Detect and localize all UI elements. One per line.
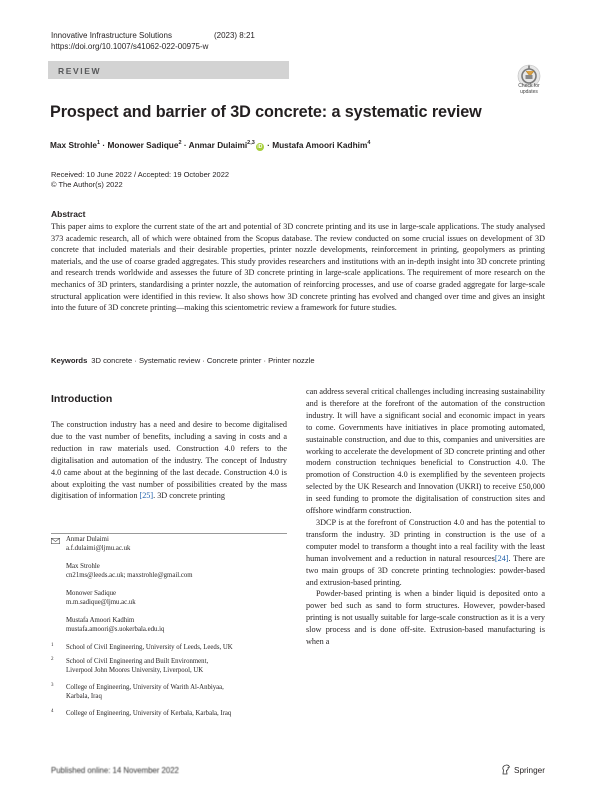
affiliation-line: College of Engineering, University of Warith Al-Anbiyaa, [66, 684, 224, 691]
contact-entry [66, 536, 130, 553]
contact-name: Mustafa Amoori Kadhim [66, 617, 135, 624]
affiliation [66, 644, 233, 653]
citation-link[interactable]: [25] [139, 491, 154, 501]
check-for-updates-line1: Check for [518, 83, 540, 89]
affiliation-number: 2 [51, 657, 54, 662]
intro-paragraph-text: 3DCP is at the forefront of Construction 4.0 and has the potential to transform the industry. 3D printing in construction is the use of a computer model to transform a thought into a real facility with the least human involvement and a reduction in natural resources [306, 517, 545, 563]
author-name[interactable]: Monower Sadique [107, 140, 179, 150]
author-name[interactable]: Max Strohle [50, 140, 98, 150]
citation-link[interactable]: [24] [494, 553, 509, 563]
intro-paragraph: Powder-based printing is when a binder liquid is deposited onto a power bed such as sand to form structures. However, powder-based printing is not usually suitable for large-scale construction as it is a very slow process and is done off-site. Extrusion-based manufacturing is when a [306, 589, 545, 647]
journal-volume: (2023) 8:21 [213, 31, 255, 40]
author-affiliation-number: 1 [97, 140, 101, 147]
contact-name: Monower Sadique [66, 590, 117, 597]
author-list [50, 140, 370, 151]
contact-entry [66, 617, 164, 634]
contact-name: Anmar Dulaimi [66, 536, 109, 543]
intro-paragraph [306, 517, 545, 588]
journal-citation [51, 31, 255, 40]
author-separator: · [181, 140, 189, 150]
contact-email[interactable]: a.f.dulaimi@ljmu.ac.uk [66, 544, 131, 552]
intro-paragraph-text: . There are two main groups of 3D concrete printing technologies: powder-based and extrusion-based printing. [306, 553, 546, 587]
author-separator: · [264, 140, 273, 150]
author-name[interactable]: Mustafa Amoori Kadhim [272, 140, 368, 150]
author-separator: · [100, 140, 108, 150]
springer-horse-icon [501, 764, 511, 775]
affiliation [66, 658, 208, 675]
abstract-body: This paper aims to explore the current state of the art and potential of 3D concrete printing and its use in large-scale applications. The study analysed 373 academic research, all of which were obtained from the Scopus database. The review conducted on some crucial issues on development of 3D concrete that included materials and their desirable properties, printer nozzle developments, reinforcement in printing, geopolymers as printing materials, and the use of coarse graded aggregates. This study provides researchers and institutions with an in-depth insight into 3D concrete printing and research trends worldwide and assesses the future of 3D concrete printing in large-scale applications. The requirement of more research on the mechanics of 3D printers, standardising a printer nozzle, the automation of reinforcing processes, and use of coarse graded aggregate for large-scale structural application were identified in this review. It also shows how 3D concrete printing has evolved and changed over time and gives an insight into the future of 3D concrete printing—making this scientometric review a framework for future studies. [51, 222, 545, 313]
contact-email[interactable]: m.m.sadique@ljmu.ac.uk [66, 598, 136, 606]
copyright-notice: © The Author(s) 2022 [51, 180, 123, 189]
contact-email[interactable]: cn21ms@leeds.ac.uk; maxstrohle@gmail.com [66, 571, 193, 579]
envelope-icon [51, 538, 60, 544]
check-for-updates-line2: updates [520, 89, 538, 95]
orcid-icon[interactable]: iD [257, 144, 263, 150]
check-for-updates-text [510, 83, 548, 95]
author-name[interactable]: Anmar Dulaimi [188, 140, 248, 150]
affiliation-line: School of Civil Engineering, University of Leeds, Leeds, UK [66, 644, 233, 651]
article-type-label: REVIEW [58, 66, 102, 76]
affiliation [66, 684, 224, 701]
contact-entry [66, 563, 193, 580]
contact-email[interactable]: mustafa.amoori@s.uokerbala.edu.iq [66, 625, 165, 633]
contact-entry [66, 590, 136, 607]
footnote-divider [51, 533, 287, 534]
keywords-line [51, 356, 315, 365]
affiliation-line: Karbala, Iraq [66, 692, 102, 700]
doi-link[interactable]: https://doi.org/10.1007/s41062-022-00975-w [51, 42, 209, 51]
contact-name: Max Strohle [66, 563, 100, 570]
article-title: Prospect and barrier of 3D concrete: a systematic review [50, 103, 482, 121]
affiliation-line: College of Engineering, University of Kerbala, Karbala, Iraq [66, 710, 232, 717]
author-affiliation-number: 2 [178, 140, 182, 147]
intro-right-column [306, 386, 545, 648]
affiliation-number: 1 [51, 643, 54, 648]
intro-paragraph: can address several critical challenges including increasing sustainability and is therefore at the forefront of the automation of the construction industry. It will have a significant social and economic impact in years to come. Governments have initiatives in place promoting automated, sustainable construction, and due to this, companies and universities are working to accelerate the development of 3D concrete printing and other modern construction techniques beneficial to Construction 4.0. The promotion of Construction 4.0 is exemplified by the seventeen projects selected by the UK Research and Innovation (UKRI) to receive £50,000 in seed funding to promote the digitalisation of construction sites and offshore windfarm construction. [306, 387, 545, 516]
affiliation-number: 3 [51, 683, 54, 688]
intro-left-column [51, 419, 287, 502]
abstract-heading: Abstract [51, 209, 86, 219]
introduction-heading: Introduction [51, 393, 113, 405]
affiliation-number: 4 [51, 709, 54, 714]
author-affiliation-number: 4 [367, 140, 371, 147]
journal-name: Innovative Infrastructure Solutions [51, 31, 172, 40]
publisher-name: Springer [514, 766, 545, 775]
keywords-label: Keywords [51, 356, 88, 365]
published-online-date: Published online: 14 November 2022 [51, 766, 179, 775]
affiliation-line: School of Civil Engineering and Built Environment, [66, 658, 209, 665]
received-accepted-dates: Received: 10 June 2022 / Accepted: 19 October 2022 [51, 170, 230, 179]
intro-paragraph-text: The construction industry has a need and desire to become digitalised due to the vast number of benefits, including a saving in costs and a reduction in raw materials used. Construction 4.0 refers to the digitalisation and automation of the industry. The concept of Industry 4.0 came about at the beginning of the last decade. Construction 4.0 is about exploiting the vast number of possibilities created by the mass digitisation of information [51, 420, 287, 501]
keywords-list: 3D concrete · Systematic review · Concrete printer · Printer nozzle [91, 356, 315, 365]
author-affiliation-number: 2,3 [247, 140, 255, 147]
affiliation-line: Liverpool John Moores University, Liverpool, UK [66, 666, 204, 674]
affiliation [66, 710, 231, 719]
intro-paragraph-text: . 3D concrete printing [153, 491, 225, 501]
